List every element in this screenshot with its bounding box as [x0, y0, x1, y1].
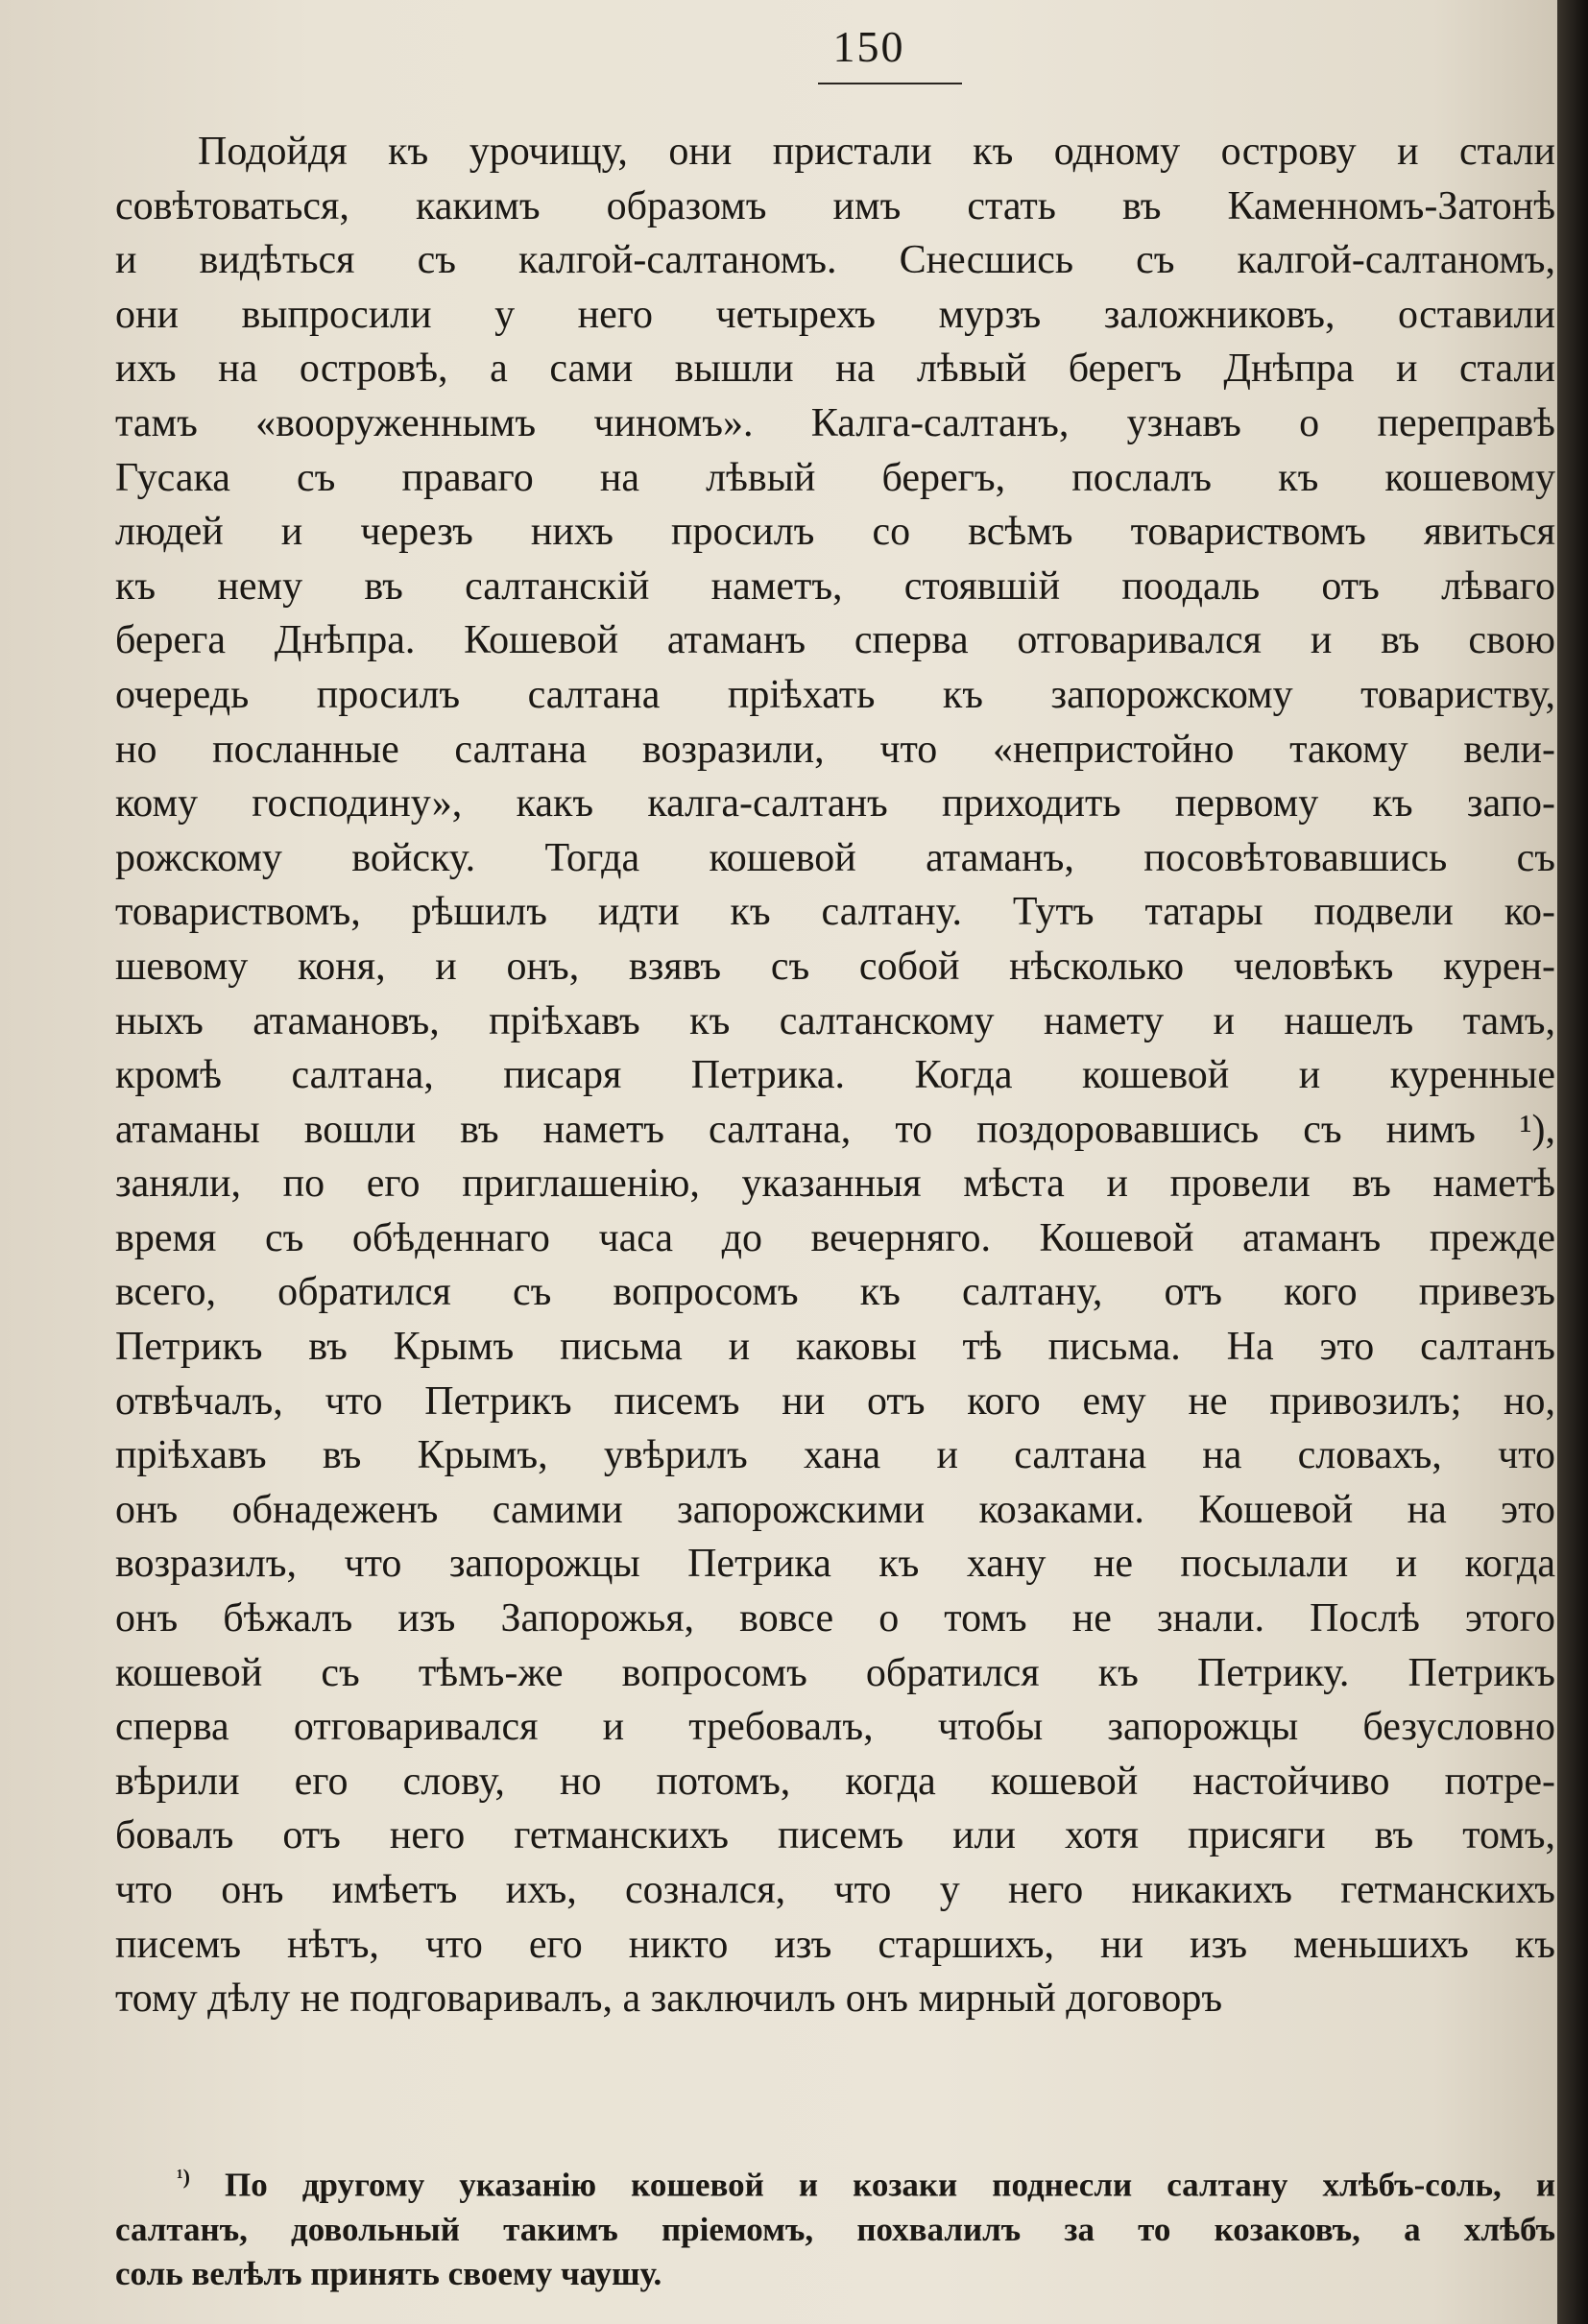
text-line: тому дѣлу не подговаривалъ, а заключилъ онъ мирный договоръ — [115, 1977, 1223, 2022]
text-line: пріѣхавъ въ Крымъ, увѣрилъ хана и салтана на словахъ, что — [115, 1433, 1555, 1478]
text-line: кошевой съ тѣмъ-же вопросомъ обратился къ Петрику. Петрикъ — [115, 1650, 1555, 1695]
footnote-line-text: По другому указанію кошевой и козаки поднесли салтану хлѣбъ-соль, и — [225, 2166, 1555, 2204]
footnote-line: салтанъ, довольный такимъ пріемомъ, похвалилъ за то козаковъ, а хлѣбъ — [115, 2210, 1555, 2248]
text-line: писемъ нѣтъ, что его никто изъ старшихъ, ни изъ меньшихъ къ — [115, 1922, 1555, 1967]
text-line: бовалъ отъ него гетманскихъ писемъ или хотя присяги въ томъ, — [115, 1813, 1555, 1858]
footnote-line — [115, 2155, 1555, 2208]
text-line: шевому коня, и онъ, взявъ съ собой нѣсколько человѣкъ курен- — [115, 944, 1555, 989]
text-line: кому господину», какъ калга-салтанъ приходить первому къ запо- — [115, 781, 1555, 827]
text-line: Гусака съ праваго на лѣвый берегъ, послалъ къ кошевому — [115, 455, 1555, 500]
text-line: онъ обнадеженъ самими запорожскими козаками. Кошевой на это — [115, 1487, 1555, 1532]
text-line: возразилъ, что запорожцы Петрика къ хану не посылали и когда — [115, 1542, 1555, 1587]
text-line: людей и черезъ нихъ просилъ со всѣмъ товариствомъ явиться — [115, 510, 1555, 555]
text-line: къ нему въ салтанскій наметъ, стоявшій поодаль отъ лѣваго — [115, 563, 1555, 609]
text-line: вѣрили его слову, но потомъ, когда кошевой настойчиво потре- — [115, 1759, 1555, 1804]
text-line: но посланные салтана возразили, что «непристойно такому вели- — [115, 727, 1555, 772]
book-spine-edge — [1557, 0, 1588, 2324]
text-line: они выпросили у него четырехъ мурзъ заложниковъ, оставили — [115, 292, 1555, 337]
text-line: рожскому войску. Тогда кошевой атаманъ, посовѣтовавшись съ — [115, 835, 1555, 880]
text-line: заняли, по его приглашенію, указанныя мѣста и провели въ наметѣ — [115, 1162, 1555, 1207]
text-line: сперва отговаривался и требовалъ, чтобы запорожцы безусловно — [115, 1705, 1555, 1750]
text-line: онъ бѣжалъ изъ Запорожья, вовсе о томъ не знали. Послѣ этого — [115, 1596, 1555, 1641]
text-line: и видѣться съ калгой-салтаномъ. Снесшись съ калгой-салтаномъ, — [115, 238, 1555, 283]
text-line: тамъ «вооруженнымъ чиномъ». Калга-салтанъ, узнавъ о переправѣ — [115, 400, 1555, 445]
text-line: совѣтоваться, какимъ образомъ имъ стать въ Каменномъ-Затонѣ — [115, 183, 1555, 228]
text-line: ныхъ атамановъ, пріѣхавъ къ салтанскому намету и нашелъ тамъ, — [115, 998, 1555, 1043]
text-line: всего, обратился съ вопросомъ къ салтану, отъ кого привезъ — [115, 1270, 1555, 1315]
text-line: что онъ имѣетъ ихъ, сознался, что у него никакихъ гетманскихъ — [115, 1868, 1555, 1912]
text-line: Петрикъ въ Крымъ письма и каковы тѣ письма. На это салтанъ — [115, 1325, 1555, 1370]
text-line: очередь просилъ салтана пріѣхать къ запорожскому товариству, — [115, 672, 1555, 717]
body-text — [115, 125, 1555, 2026]
footnote-line: соль велѣлъ принять своему чаушу. — [115, 2254, 662, 2292]
text-line: товариствомъ, рѣшилъ идти къ салтану. Тутъ татары подвели ко- — [115, 890, 1555, 935]
text-line: ихъ на островѣ, а сами вышли на лѣвый берегъ Днѣпра и стали — [115, 347, 1555, 392]
footnote-marker: ¹) — [177, 2165, 190, 2189]
text-line: берега Днѣпра. Кошевой атаманъ сперва отговаривался и въ свою — [115, 618, 1555, 663]
page-number-rule — [818, 83, 962, 84]
text-line: кромѣ салтана, писаря Петрика. Когда кошевой и куренные — [115, 1053, 1555, 1098]
text-line: отвѣчалъ, что Петрикъ писемъ ни отъ кого ему не привозилъ; но, — [115, 1378, 1555, 1424]
text-line: Подойдя къ урочищу, они пристали къ одному острову и стали — [198, 130, 1555, 174]
text-line: атаманы вошли въ наметъ салтана, то поздоровавшись съ нимъ ¹), — [115, 1107, 1555, 1152]
page-number: 150 — [832, 22, 905, 71]
text-line: время съ обѣденнаго часа до вечерняго. Кошевой атаманъ прежде — [115, 1215, 1555, 1260]
footnote — [115, 2155, 1555, 2296]
